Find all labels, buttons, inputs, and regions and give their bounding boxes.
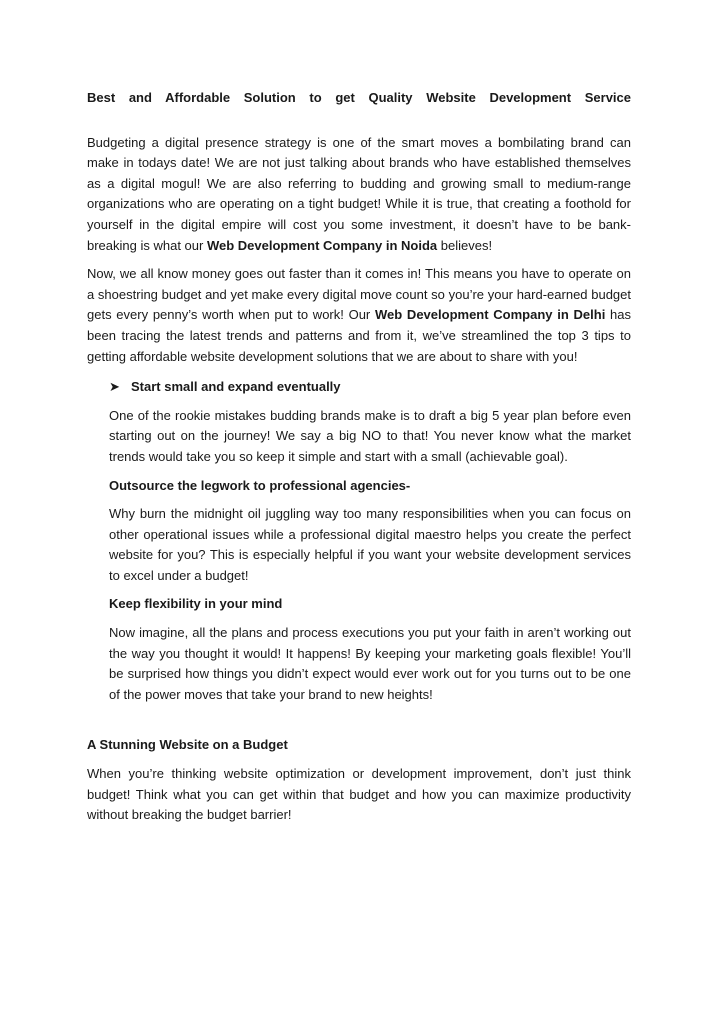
section2-body: When you’re thinking website optimization or development improvement, don’t just think budget! Think what you can get within that budget and how you can maximize productivity without breaking the budget barrier!	[87, 766, 631, 823]
tip3-section	[109, 623, 631, 705]
budget-text-b: has been tracing the latest trends and patterns and from it, we’ve streamlined the top 3 tips to getting affordable website development solutions that we are about to share with you!	[87, 307, 631, 364]
tip2-heading: Outsource the legwork to professional agencies-	[109, 477, 411, 493]
budget-link-delhi: Web Development Company in Delhi	[375, 307, 606, 323]
tip1-section	[109, 406, 631, 468]
tip1-heading-text: Start small and expand eventually	[131, 379, 341, 395]
tip1-heading	[109, 377, 631, 398]
intro-text-a: Budgeting a digital presence strategy is one of the smart moves a bombilating brand can make in todays date! We are not just talking about brands who have established themselves as a digital mogul! We are also referring to budding and growing small to medium-range organizations who are operating on a tight budget! While it is true, that creating a foothold for yourself in the digital empire will cost you some investment, it doesn’t have to be bank-breaking is what our	[87, 134, 631, 253]
tip3-heading: Keep flexibility in your mind	[109, 596, 283, 612]
tip2-section	[109, 504, 631, 586]
section2-heading: A Stunning Website on a Budget	[87, 737, 288, 753]
document-title: Best and Affordable Solution to get Quality Website Development Service	[87, 90, 631, 105]
document-page	[87, 88, 631, 834]
intro-text-b: believes!	[437, 237, 493, 253]
intro-paragraph	[87, 133, 631, 257]
tip1-body: One of the rookie mistakes budding brands make is to draft a big 5 year plan before even starting out on the journey! We say a big NO to that! You never know what the market trends would take you so keep it simple and start with a small (achievable goal).	[109, 407, 631, 464]
tip3-body: Now imagine, all the plans and process executions you put your faith in aren’t working out the way you thought it would! It happens! By keeping your marketing goals flexible! You’ll be surprised how things you didn’t expect would ever work out for you turns out to be one of the power moves that take your brand to new heights!	[109, 625, 631, 702]
intro-link-noida: Web Development Company in Noida	[206, 237, 438, 253]
budget-paragraph	[87, 264, 631, 367]
arrow-bullet-icon: ➤	[109, 379, 120, 395]
tip2-body: Why burn the midnight oil juggling way too many responsibilities when you can focus on other operational issues while a professional digital maestro helps you create the perfect website for you? This is especially helpful if you want your website development services to excel under a budget!	[109, 506, 631, 583]
budget-text-a: Now, we all know money goes out faster than it comes in! This means you have to operate on a shoestring budget and yet make every digital move count so you’re your hard-earned budget gets every penny’s worth when put to work! Our	[87, 266, 631, 323]
